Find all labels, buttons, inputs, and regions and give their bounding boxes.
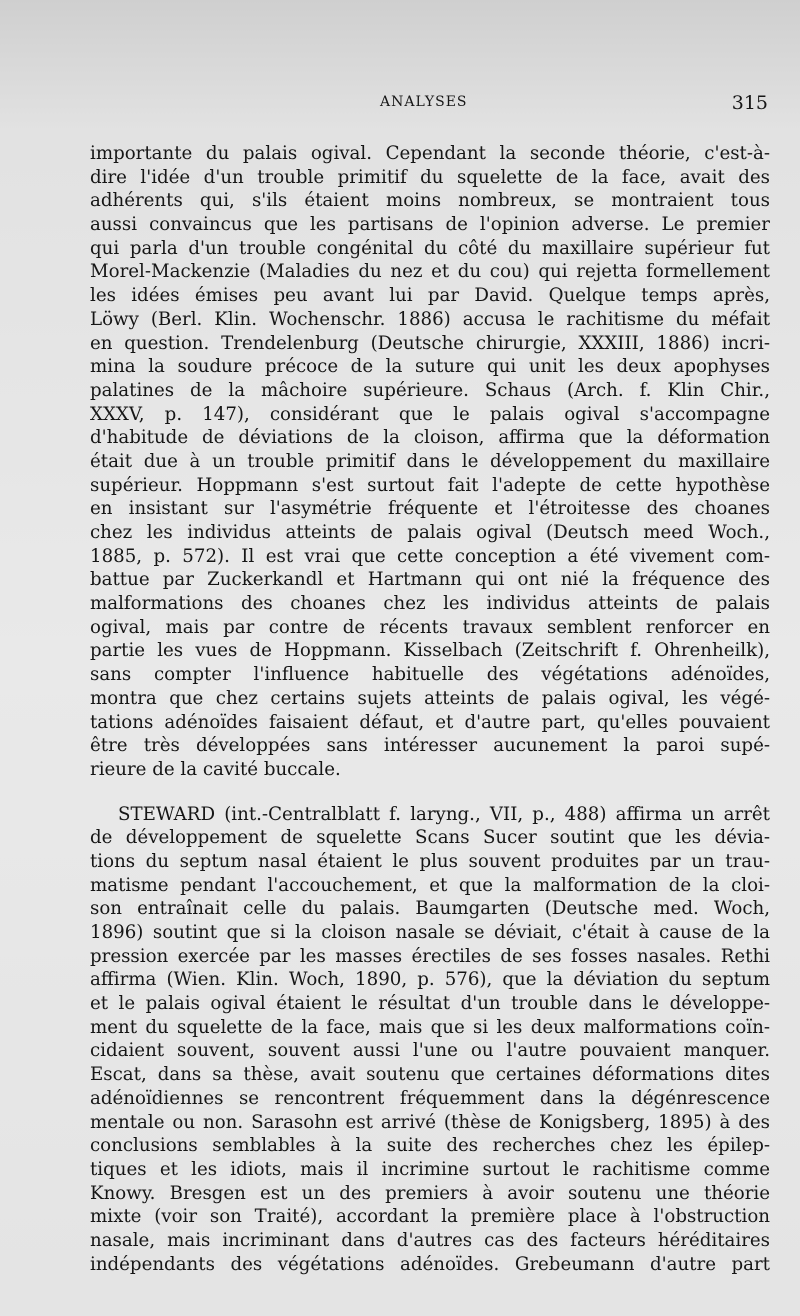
- text-line: qui parla d'un trouble congénital du côté du maxillaire supérieur fut: [90, 237, 770, 259]
- text-line: malformations des choanes chez les individus atteints de palais: [90, 593, 770, 615]
- text-line: les idées émises peu avant lui par David. Quelque temps après,: [90, 285, 770, 307]
- text-line: adénoïdiennes se rencontrent fréquemment dans la dégénrescence: [90, 1087, 770, 1109]
- text-line: Escat, dans sa thèse, avait soutenu que certaines déformations dites: [90, 1064, 770, 1086]
- text-line: être très développées sans intéresser aucunement la paroi supé-: [90, 735, 770, 757]
- running-title: ANALYSES: [380, 94, 468, 110]
- text-line: en question. Trendelenburg (Deutsche chirurgie, XXXIII, 1886) incri-: [90, 332, 770, 354]
- text-line: aussi convaincus que les partisans de l'opinion adverse. Le premier: [90, 214, 770, 236]
- text-line: chez les individus atteints de palais ogival (Deutsch meed Woch.,: [90, 522, 770, 543]
- text-line: de développement de squelette Scans Sucer soutint que les dévia-: [90, 827, 770, 849]
- text-line: importante du palais ogival. Cependant la seconde théorie, c'est-à-: [90, 143, 770, 164]
- text-line: rieure de la cavité buccale.: [90, 758, 341, 780]
- text-line: partie les vues de Hoppmann. Kisselbach (Zeitschrift f. Ohrenheilk),: [90, 640, 770, 662]
- body-text: [90, 142, 770, 1276]
- text-line: sans compter l'influence habituelle des végétations adénoïdes,: [90, 664, 770, 686]
- text-line: pression exercée par les masses érectiles de ses fosses nasales. Rethi: [90, 945, 770, 967]
- text-line: tiques et les idiots, mais il incrimine surtout le rachitisme comme: [90, 1158, 770, 1180]
- text-line: matisme pendant l'accouchement, et que la malformation de la cloi-: [90, 874, 770, 896]
- text-line: mixte (voir son Traité), accordant la première place à l'obstruction: [90, 1206, 770, 1228]
- text-line: tations adénoïdes faisaient défaut, et d'autre part, qu'elles pouvaient: [90, 711, 770, 733]
- text-line: supérieur. Hoppmann s'est surtout fait l'adepte de cette hypothèse: [90, 474, 770, 496]
- text-line: battue par Zuckerkandl et Hartmann qui ont nié la fréquence des: [90, 569, 770, 591]
- text-line: dire l'idée d'un trouble primitif du squelette de la face, avait des: [90, 166, 770, 188]
- text-line: était due à un trouble primitif dans le développement du maxillaire: [90, 450, 770, 472]
- text-line: palatines de la mâchoire supérieure. Schaus (Arch. f. Klin Chir.,: [90, 379, 770, 401]
- text-line: conclusions semblables à la suite des recherches chez les épilep-: [90, 1135, 770, 1157]
- text-line: 1885, p. 572). Il est vrai que cette conception a été vivement com-: [90, 545, 770, 567]
- text-line: et le palais ogival étaient le résultat d'un trouble dans le développe-: [90, 993, 770, 1015]
- text-line: d'habitude de déviations de la cloison, affirma que la déformation: [90, 427, 770, 449]
- text-line: mentale ou non. Sarasohn est arrivé (thèse de Konigsberg, 1895) à des: [90, 1111, 770, 1133]
- text-line: tions du septum nasal étaient le plus souvent produites par un trau-: [90, 850, 770, 872]
- text-line: Löwy (Berl. Klin. Wochenschr. 1886) accusa le rachitisme du méfait: [90, 308, 770, 330]
- text-line: STEWARD (int.-Centralblatt f. laryng., VII, p., 488) affirma un arrêt: [118, 803, 770, 825]
- text-line: Morel-Mackenzie (Maladies du nez et du cou) qui rejetta formellement: [90, 261, 770, 283]
- paragraph: [90, 803, 770, 1277]
- text-line: 1896) soutint que si la cloison nasale se déviait, c'était à cause de la: [90, 922, 770, 943]
- page-header: [90, 92, 770, 116]
- text-line: montra que chez certains sujets atteints de palais ogival, les végé-: [90, 687, 770, 709]
- text-line: mina la soudure précoce de la suture qui unit les deux apophyses: [90, 356, 770, 378]
- text-line: Knowy. Bresgen est un des premiers à avoir soutenu une théorie: [90, 1182, 770, 1204]
- text-line: en insistant sur l'asymétrie fréquente et l'étroitesse des choanes: [90, 498, 770, 520]
- text-line: affirma (Wien. Klin. Woch, 1890, p. 576), que la déviation du septum: [90, 969, 770, 991]
- text-line: indépendants des végétations adénoïdes. Grebeumann d'autre part: [90, 1253, 770, 1275]
- paragraph: [90, 142, 770, 782]
- text-line: nasale, mais incriminant dans d'autres cas des facteurs héréditaires: [90, 1229, 770, 1251]
- text-line: adhérents qui, s'ils étaient moins nombreux, se montraient tous: [90, 190, 770, 212]
- text-line: cidaient souvent, souvent aussi l'une ou l'autre pouvaient manquer.: [90, 1040, 770, 1062]
- text-line: son entraînait celle du palais. Baumgarten (Deutsche med. Woch,: [90, 898, 770, 920]
- text-line: ogival, mais par contre de récents travaux semblent renforcer en: [90, 616, 770, 638]
- text-line: XXXV, p. 147), considérant que le palais ogival s'accompagne: [90, 403, 770, 425]
- text-line: ment du squelette de la face, mais que si les deux malformations coïn-: [90, 1016, 770, 1038]
- page-number: 315: [731, 92, 768, 114]
